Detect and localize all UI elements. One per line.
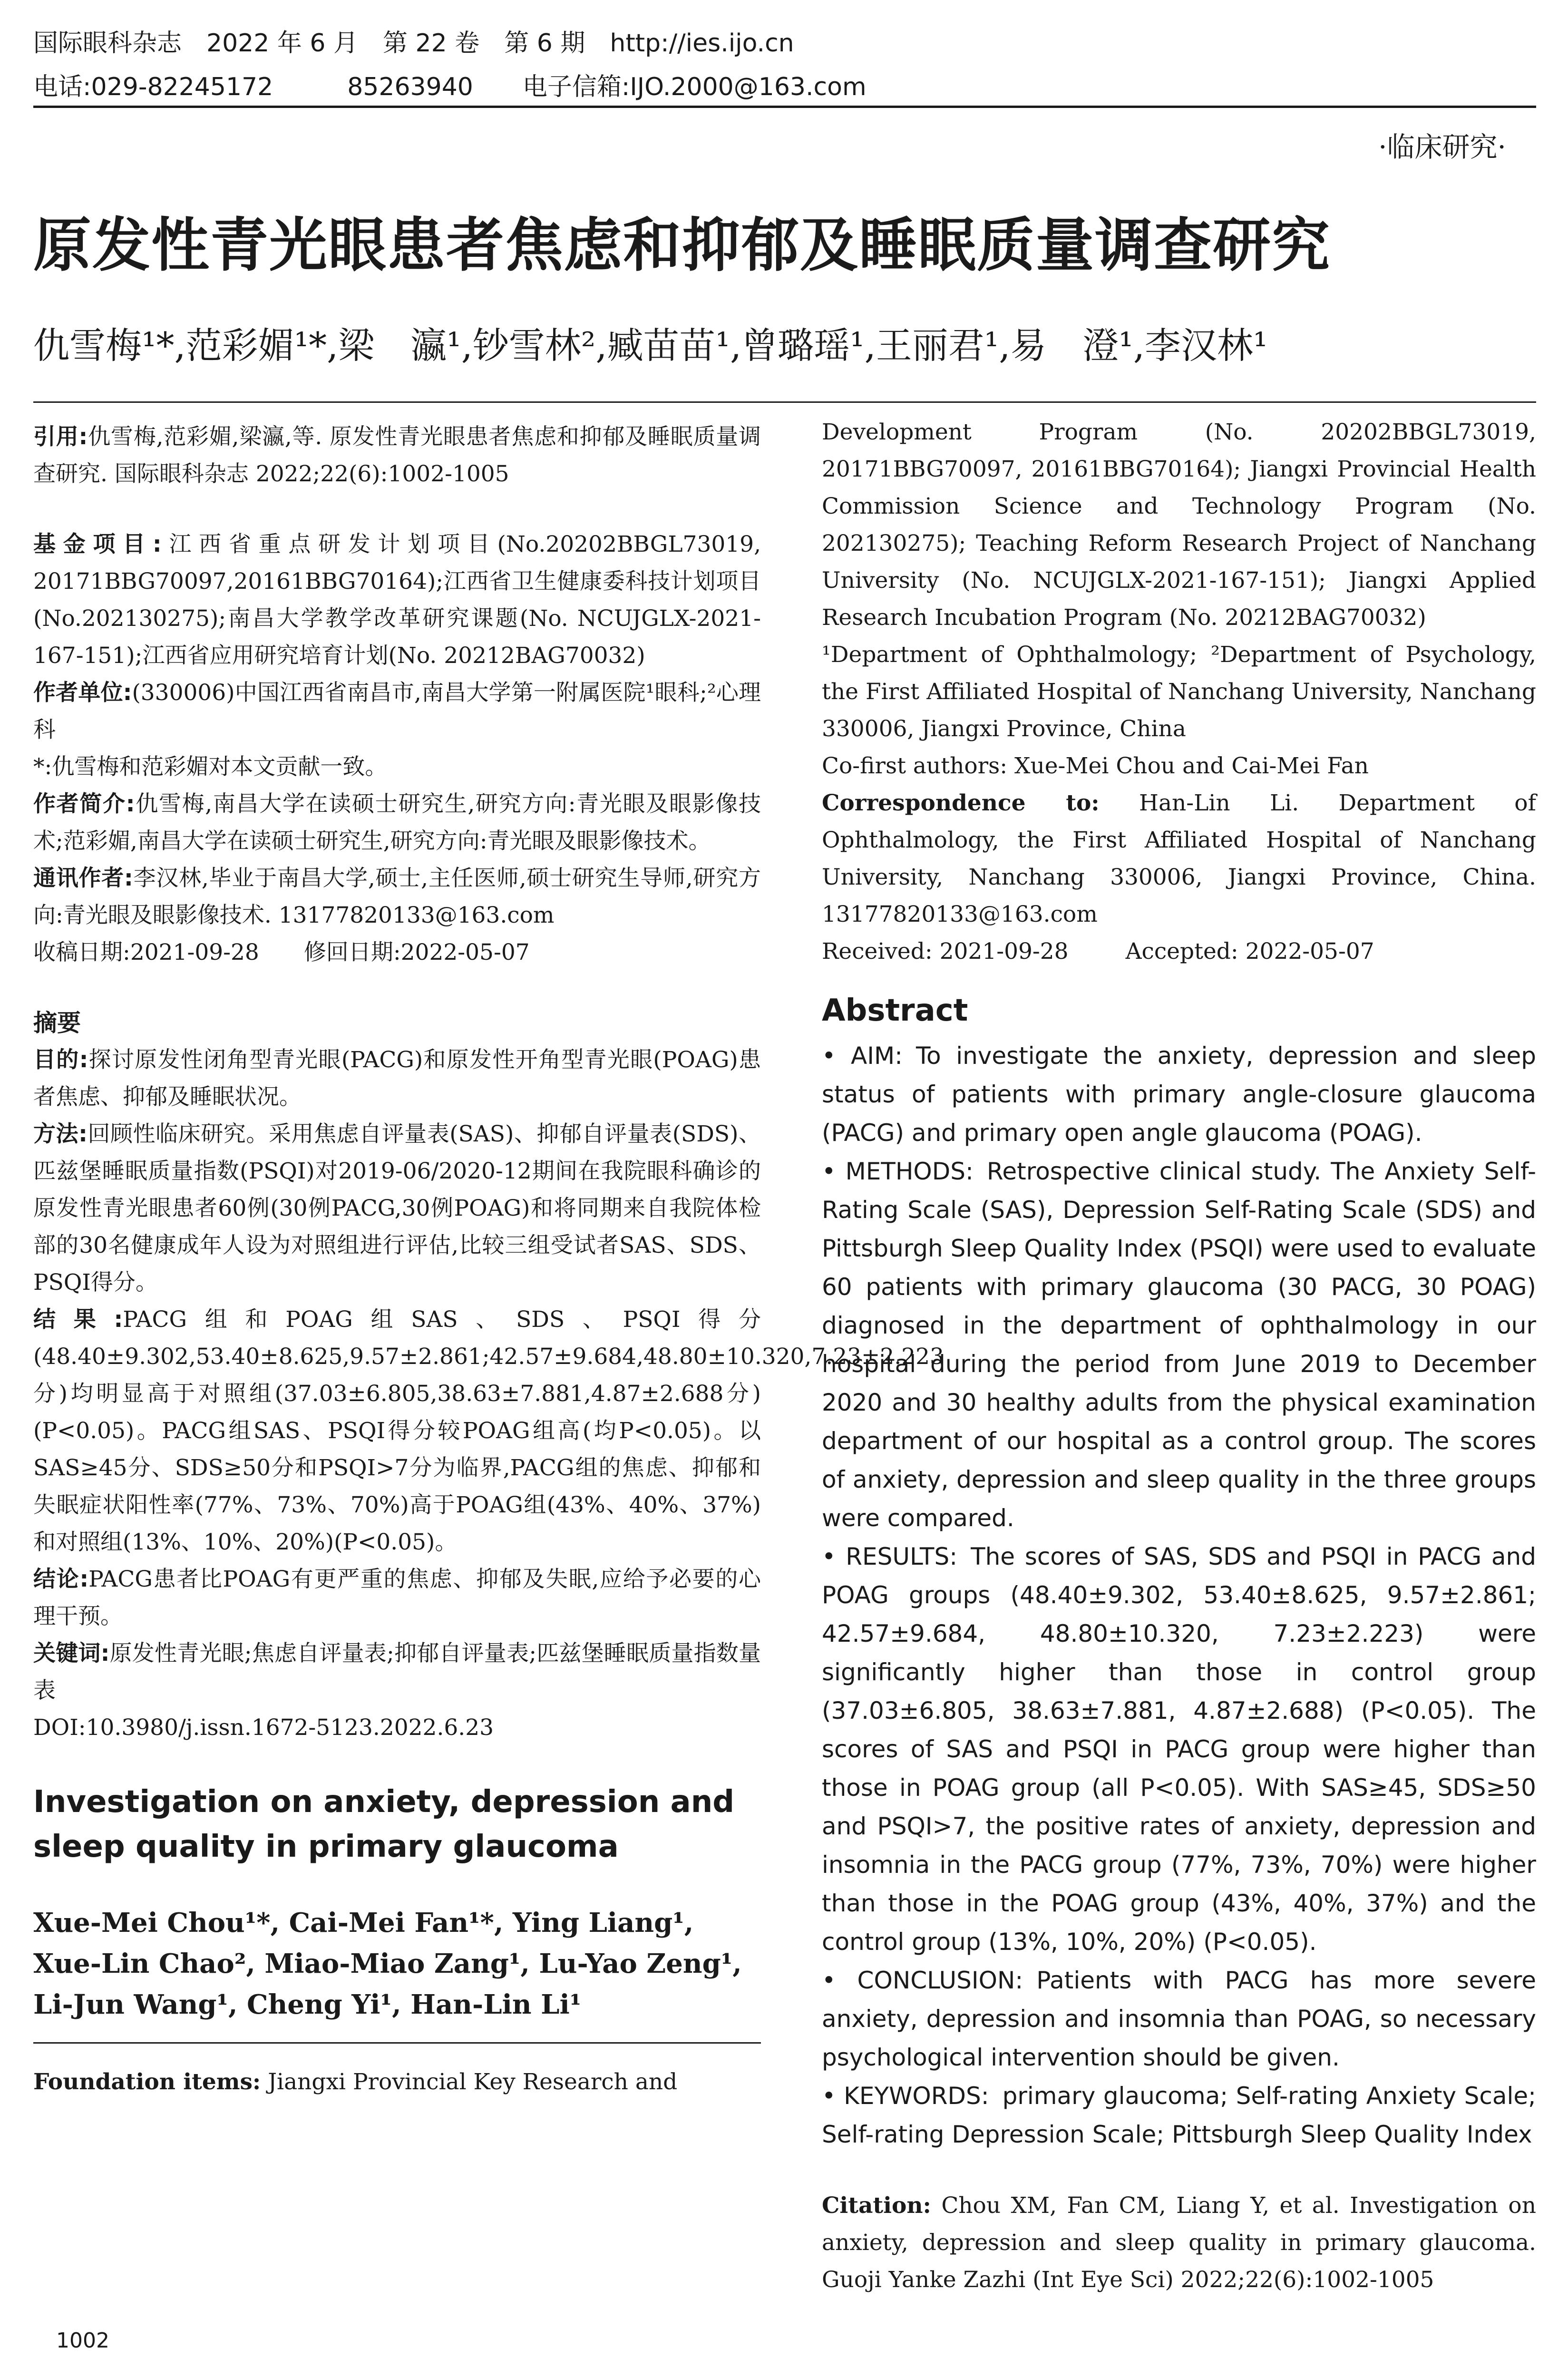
header-divider [33, 106, 1536, 108]
title-divider [33, 401, 1536, 403]
received-accepted-en: Received: 2021-09-28 Accepted: 2022-05-07 [822, 938, 1374, 964]
abstract-conclusion-zh: 结论:PACG患者比POAG有更严重的焦虑、抑郁及失眠,应给予必要的心理干预。 [33, 1566, 761, 1629]
author-bio-zh: 作者简介:仇雪梅,南昌大学在读硕士研究生,研究方向:青光眼及眼影像技术;范彩媚,南昌大学在读硕士研究生,研究方向:青光眼及眼影像技术。 [33, 791, 761, 854]
page-number: 1002 [56, 2328, 109, 2353]
equal-contribution-note: *:仇雪梅和范彩媚对本文贡献一致。 [33, 754, 388, 780]
abstract-aim-zh: 目的:探讨原发性闭角型青光眼(PACG)和原发性开角型青光眼(POAG)患者焦虑、抑郁及睡眠状况。 [33, 1047, 761, 1110]
abstract-conclusion-en: • CONCLUSION: Patients with PACG has more severe anxiety, depression and insomnia than POAG, so necessary psychological intervention should be given. [822, 1967, 1536, 2071]
citation-en: Citation: Chou XM, Fan CM, Liang Y, et al. Investigation on anxiety, depression and sleep quality in primary glaucoma. Guoji Yanke Zazhi (Int Eye Sci) 2022;22(6):1002-1005 [822, 2192, 1536, 2293]
keywords-zh: 关键词:原发性青光眼;焦虑自评量表;抑郁自评量表;匹兹堡睡眠质量指数量表 [33, 1640, 761, 1704]
abstract-results-zh: 结果:PACG组和POAG组SAS、SDS、PSQI得分(48.40±9.302,53.40±8.625,9.57±2.861;42.57±9.684,48.80±10.320,7.23±2.223分)均明显高于对照组(37.03±6.805,38.63±7.881,4.87±2.688分)(P<0.05)。PACG组SAS、PSQI得分较POAG组高(均P<0.05)。以SAS≥45分、SDS≥50分和PSQI>7分为临界,PACG组的焦虑、抑郁和失眠症状阳性率(77%、73%、70%)高于POAG组(43%、40%、37%)和对照组(13%、10%、20%)(P<0.05)。 [33, 1306, 944, 1555]
abstract-results-en: • RESULTS: The scores of SAS, SDS and PSQI in PACG and POAG groups (48.40±9.302, 53.40±8.625, 9.57±2.861; 42.57±9.684, 48.80±10.320, 7.23±2.223) were significantly higher than those in control group (37.03±6.805, 38.63±7.881, 4.87±2.688) (P<0.05). The scores of SAS and PSQI in PACG group were higher than those in POAG group (all P<0.05). With SAS≥45, SDS≥50 and PSQI>7, the positive rates of anxiety, depression and insomnia in the PACG group (77%, 73%, 70%) were higher than those in the POAG group (43%, 40%, 37%) and the control group (13%, 10%, 20%) (P<0.05). [822, 1543, 1536, 1956]
corresponding-author-zh: 通讯作者:李汉林,毕业于南昌大学,硕士,主任医师,硕士研究生导师,研究方向:青光眼及眼影像技术. 13177820133@163.com [33, 865, 761, 928]
author-unit-zh: 作者单位:(330006)中国江西省南昌市,南昌大学第一附属医院¹眼科;²心理科 [33, 680, 761, 743]
author-list-zh: 仇雪梅¹*,范彩媚¹*,梁 瀛¹,钞雪林²,臧苗苗¹,曾璐瑶¹,王丽君¹,易 澄¹,李汉林¹ [33, 324, 1268, 367]
doi: DOI:10.3980/j.issn.1672-5123.2022.6.23 [33, 1715, 494, 1741]
abstract-heading-en: Abstract [822, 993, 968, 1028]
foundation-items-en: Foundation items: Jiangxi Provincial Key Research and [33, 2069, 678, 2095]
affiliation-en: ¹Department of Ophthalmology; ²Department of Psychology, the First Affiliated Hospital of Nanchang University, Nanchang 330006, Jiangxi Province, China [822, 642, 1536, 742]
author-list-en: Xue-Mei Chou¹*, Cai-Mei Fan¹*, Ying Liang¹, Xue-Lin Chao², Miao-Miao Zang¹, Lu-Yao Zeng¹, Li-Jun Wang¹, Cheng Yi¹, Han-Lin Li¹ [33, 1907, 742, 2020]
article-title-en: Investigation on anxiety, depression and sleep quality in primary glaucoma [33, 1784, 735, 1864]
right-column [822, 414, 1536, 2299]
foundation-items-en-continued: Development Program (No. 20202BBGL73019, 20171BBG70097, 20161BBG70164); Jiangxi Provincial Health Commission Science and Technology Program (No. 202130275); Teaching Reform Research Project of Nanchang University (No. NCUJGLX-2021-167-151); Jiangxi Applied Research Incubation Program (No. 20212BAG70032) [822, 419, 1536, 631]
keywords-en: • KEYWORDS: primary glaucoma; Self-rating Anxiety Scale; Self-rating Depression Scale; Pittsburgh Sleep Quality Index [822, 2082, 1536, 2148]
abstract-methods-en: • METHODS: Retrospective clinical study. The Anxiety Self-Rating Scale (SAS), Depression Self-Rating Scale (SDS) and Pittsburgh Sleep Quality Index (PSQI) were used to evaluate 60 patients with primary glaucoma (30 PACG, 30 POAG) diagnosed in the department of ophthalmology in our hospital during the period from June 2019 to December 2020 and 30 healthy adults from the physical examination department of our hospital as a control group. The scores of anxiety, depression and sleep quality in the three groups were compared. [822, 1158, 1536, 1532]
abstract-heading-zh: 摘要 [33, 1009, 81, 1037]
journal-header-line-1: 国际眼科杂志 2022 年 6 月 第 22 卷 第 6 期 http://ies.ijo.cn [33, 29, 794, 58]
correspondence-en: Correspondence to: Han-Lin Li. Department of Ophthalmology, the First Affiliated Hospital of Nanchang University, Nanchang 330006, Jiangxi Province, China. 13177820133@163.com [822, 790, 1536, 927]
article-title-zh: 原发性青光眼患者焦虑和抑郁及睡眠质量调查研究 [33, 212, 1331, 279]
journal-header-line-2: 电话:029-82245172 85263940 电子信箱:IJO.2000@163.com [33, 73, 867, 101]
foundation-divider [33, 2042, 761, 2044]
abstract-aim-en: • AIM: To investigate the anxiety, depression and sleep status of patients with primary angle-closure glaucoma (PACG) and primary open angle glaucoma (POAG). [822, 1042, 1536, 1147]
citation-zh: 引用:仇雪梅,范彩媚,梁瀛,等. 原发性青光眼患者焦虑和抑郁及睡眠质量调查研究. 国际眼科杂志 2022;22(6):1002-1005 [33, 424, 761, 487]
fund-zh: 基金项目:江西省重点研发计划项目(No.20202BBGL73019, 20171BBG70097,20161BBG70164);江西省卫生健康委科技计划项目(No.202130275);南昌大学教学改革研究课题(No. NCUJGLX-2021-167-151);江西省应用研究培育计划(No. 20212BAG70032) [33, 531, 761, 669]
dates-zh: 收稿日期:2021-09-28 修回日期:2022-05-07 [33, 939, 530, 965]
co-first-authors-en: Co-first authors: Xue-Mei Chou and Cai-Mei Fan [822, 753, 1369, 779]
abstract-methods-zh: 方法:回顾性临床研究。采用焦虑自评量表(SAS)、抑郁自评量表(SDS)、匹兹堡睡眠质量指数(PSQI)对2019-06/2020-12期间在我院眼科确诊的原发性青光眼患者60例(30例PACG,30例POAG)和将同期来自我院体检部的30名健康成年人设为对照组进行评估,比较三组受试者SAS、SDS、PSQI得分。 [33, 1121, 761, 1296]
section-tag: ·临床研究· [1378, 131, 1506, 163]
